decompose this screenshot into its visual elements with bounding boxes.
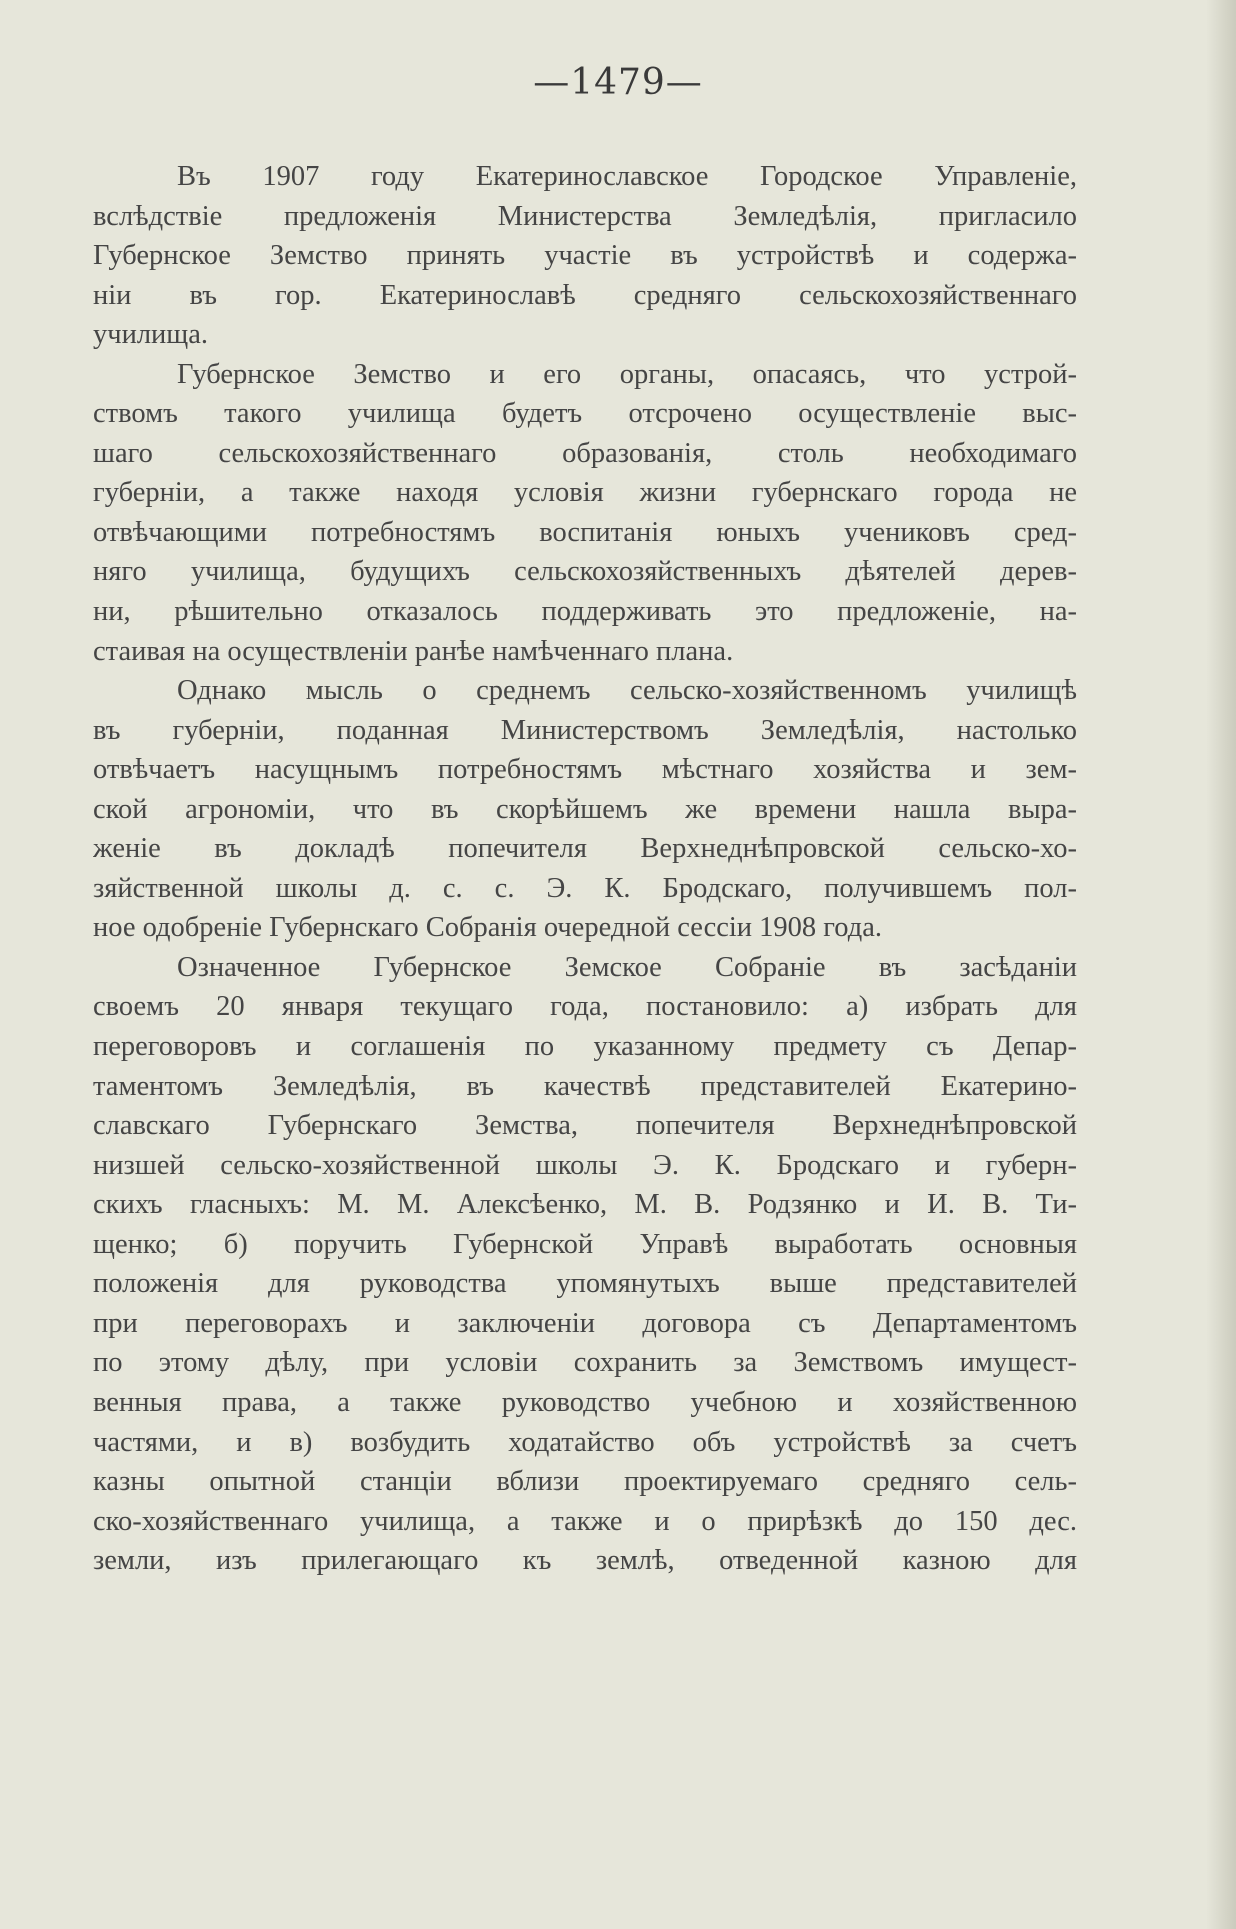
text-line: отвѣчающими потребностямъ воспитанія юныхъ учениковъ сред- [93, 516, 1077, 548]
text-line: положенія для руководства упомянутыхъ выше представителей [93, 1268, 1077, 1300]
text-line: ніи въ гор. Екатеринославѣ средняго сельскохозяйственнаго [93, 279, 1077, 311]
text-line: Означенное Губернское Земское Собраніе въ засѣданіи [177, 951, 1077, 983]
text-line: ствомъ такого училища будетъ отсрочено осуществленіе выс- [93, 398, 1077, 430]
page-number: —1479— [533, 62, 703, 103]
text-line: ско-хозяйственнаго училища, а также и о прирѣзкѣ до 150 дес. [93, 1505, 1077, 1537]
text-line: земли, изъ прилегающаго къ землѣ, отведенной казною для [93, 1545, 1077, 1577]
text-line: щенко; б) поручить Губернской Управѣ выработать основныя [93, 1228, 1077, 1260]
text-line: женіе въ докладѣ попечителя Верхнеднѣпровской сельско-хо- [93, 833, 1077, 865]
text-line: стаивая на осуществленіи ранѣе намѣченнаго плана. [93, 635, 734, 667]
text-line: Губернское Земство принять участіе въ устройствѣ и содержа- [93, 240, 1077, 272]
page-edge-shadow [1206, 0, 1236, 1929]
text-line: таментомъ Земледѣлія, въ качествѣ представителей Екатерино- [93, 1070, 1077, 1102]
text-line: низшей сельско-хозяйственной школы Э. К. Бродскаго и губерн- [93, 1149, 1077, 1181]
text-line: ской агрономіи, что въ скорѣйшемъ же времени нашла выра- [93, 793, 1077, 825]
text-line: шаго сельскохозяйственнаго образованія, столь необходимаго [93, 437, 1077, 469]
text-line: училища. [93, 319, 209, 351]
text-line: Въ 1907 году Екатеринославское Городское Управленіе, [177, 161, 1077, 192]
text-line: славскаго Губернскаго Земства, попечителя Верхнеднѣпровской [93, 1110, 1077, 1142]
text-line: скихъ гласныхъ: М. М. Алексѣенко, М. В. Родзянко и И. В. Ти- [93, 1189, 1077, 1221]
text-line: при переговорахъ и заключеніи договора съ Департаментомъ [93, 1307, 1077, 1339]
body-text [93, 157, 1077, 1581]
text-line: няго училища, будущихъ сельскохозяйственныхъ дѣятелей дерев- [93, 556, 1077, 588]
text-line: вслѣдствіе предложенія Министерства Земледѣлія, пригласило [93, 200, 1077, 232]
text-line: венныя права, а также руководство учебною и хозяйственною [93, 1386, 1077, 1418]
text-line: губерніи, а также находя условія жизни губернскаго города не [93, 477, 1077, 509]
text-line: Губернское Земство и его органы, опасаясь, что устрой- [177, 358, 1077, 390]
text-line: по этому дѣлу, при условіи сохранить за Земствомъ имущест- [93, 1347, 1077, 1379]
text-line: Однако мысль о среднемъ сельско-хозяйственномъ училищѣ [177, 675, 1077, 707]
text-line: зяйственной школы д. с. с. Э. К. Бродскаго, получившемъ пол- [93, 872, 1077, 904]
text-line: частями, и в) возбудить ходатайство объ устройствѣ за счетъ [93, 1426, 1077, 1458]
text-line: своемъ 20 января текущаго года, постановило: а) избрать для [93, 991, 1077, 1023]
text-line: въ губерніи, поданная Министерствомъ Земледѣлія, настолько [93, 714, 1077, 746]
text-line: ное одобреніе Губернскаго Собранія очередной сессіи 1908 года. [93, 912, 882, 944]
text-line: казны опытной станціи вблизи проектируемаго средняго сель- [93, 1466, 1077, 1498]
text-line: отвѣчаетъ насущнымъ потребностямъ мѣстнаго хозяйства и зем- [93, 754, 1077, 786]
text-line: переговоровъ и соглашенія по указанному предмету съ Депар- [93, 1031, 1077, 1063]
text-line: ни, рѣшительно отказалось поддерживать это предложеніе, на- [93, 596, 1077, 628]
